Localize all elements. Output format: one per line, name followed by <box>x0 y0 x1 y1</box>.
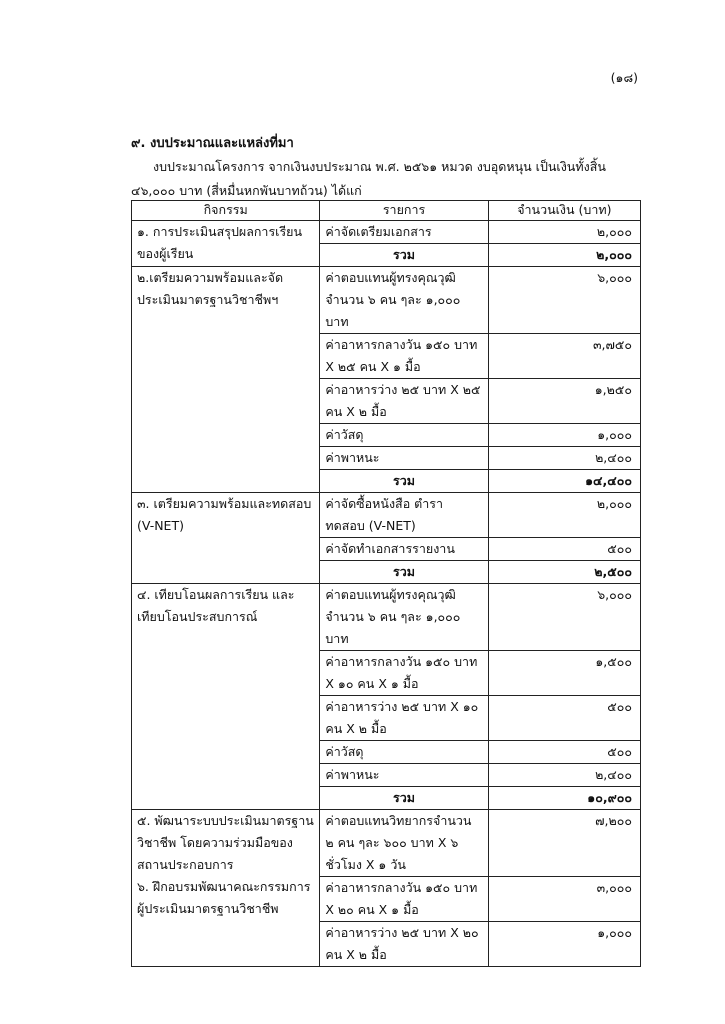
amount-cell: ๖,๐๐๐ <box>488 584 640 651</box>
table-row <box>132 493 641 538</box>
amount-cell: ๕๐๐ <box>488 741 640 764</box>
total-label: รวม <box>320 244 488 267</box>
amount-cell: ๓,๗๕๐ <box>488 334 640 379</box>
table-row <box>132 810 641 877</box>
amount-cell: ๒,๐๐๐ <box>488 221 640 244</box>
activity-cell: ๓. เตรียมความพร้อมและทดสอบ (V-NET) <box>132 493 320 584</box>
header-activity: กิจกรรม <box>132 201 320 221</box>
amount-cell: ๒,๔๐๐ <box>488 764 640 787</box>
amount-cell: ๒,๐๐๐ <box>488 493 640 538</box>
header-amount: จำนวนเงิน (บาท) <box>488 201 640 221</box>
amount-cell: ๑,๕๐๐ <box>488 651 640 696</box>
total-amount: ๑๔,๔๐๐ <box>488 470 640 493</box>
item-cell: ค่าอาหารว่าง ๒๕ บาท X ๒๐ คน X ๒ มื้อ <box>320 922 488 967</box>
item-cell: ค่าตอบแทนวิทยากรจำนวน ๒ คน ๆละ ๖๐๐ บาท X ๖ ชั่วโมง X ๑ วัน <box>320 810 488 877</box>
item-cell: ค่าอาหารกลางวัน ๑๕๐ บาท X ๑๐ คน X ๑ มื้อ <box>320 651 488 696</box>
amount-cell: ๕๐๐ <box>488 696 640 741</box>
item-cell: ค่าวัสดุ <box>320 741 488 764</box>
item-cell: ค่าตอบแทนผู้ทรงคุณวุฒิจำนวน ๖ คน ๆละ ๑,๐๐๐ บาท <box>320 267 488 334</box>
total-amount: ๒,๐๐๐ <box>488 244 640 267</box>
total-amount: ๒,๕๐๐ <box>488 561 640 584</box>
total-amount: ๑๐,๙๐๐ <box>488 787 640 810</box>
item-cell: ค่าอาหารกลางวัน ๑๕๐ บาท X ๒๐ คน X ๑ มื้อ <box>320 877 488 922</box>
table-row <box>132 267 641 334</box>
activity-cell <box>132 810 320 967</box>
table-row <box>132 584 641 651</box>
total-label: รวม <box>320 561 488 584</box>
total-label: รวม <box>320 787 488 810</box>
activity-cell: ๒.เตรียมความพร้อมและจัดประเมินมาตรฐานวิชาชีพฯ <box>132 267 320 493</box>
amount-cell: ๓,๐๐๐ <box>488 877 640 922</box>
amount-cell: ๒,๔๐๐ <box>488 447 640 470</box>
table-header-row <box>132 201 641 221</box>
activity-5-text: ๕. พัฒนาระบบประเมินมาตรฐานวิชาชีพ โดยความร่วมมือของสถานประกอบการ <box>137 813 314 872</box>
amount-cell: ๑,๐๐๐ <box>488 922 640 967</box>
total-label: รวม <box>320 470 488 493</box>
header-item: รายการ <box>320 201 488 221</box>
intro-line-2: ๔๖,๐๐๐ บาท (สี่หมื่นหกพันบาทถ้วน) ได้แก่ <box>131 183 362 198</box>
intro-line-1: งบประมาณโครงการ จากเงินงบประมาณ พ.ศ. ๒๕๖๑ หมวด งบอุดหนุน เป็นเงินทั้งสิ้น <box>153 159 606 174</box>
item-cell: ค่าจัดซื้อหนังสือ ตำรา ทดสอบ (V-NET) <box>320 493 488 538</box>
item-cell: ค่าอาหารว่าง ๒๕ บาท X ๑๐ คน X ๒ มื้อ <box>320 696 488 741</box>
table-row <box>132 221 641 244</box>
amount-cell: ๑,๐๐๐ <box>488 424 640 447</box>
section-heading: ๙. งบประมาณและแหล่งที่มา <box>131 136 294 151</box>
item-cell: ค่าอาหารกลางวัน ๑๕๐ บาท X ๒๕ คน X ๑ มื้อ <box>320 334 488 379</box>
amount-cell: ๕๐๐ <box>488 538 640 561</box>
activity-cell: ๔. เทียบโอนผลการเรียน และเทียบโอนประสบการณ์ <box>132 584 320 810</box>
item-cell: ค่าวัสดุ <box>320 424 488 447</box>
page-number: (๑๘) <box>610 70 638 85</box>
item-cell: ค่าพาหนะ <box>320 447 488 470</box>
activity-6-text: ๖. ฝึกอบรมพัฒนาคณะกรรมการผู้ประเมินมาตรฐานวิชาชีพ <box>137 879 311 916</box>
item-cell: ค่าจัดเตรียมเอกสาร <box>320 221 488 244</box>
amount-cell: ๑,๒๕๐ <box>488 379 640 424</box>
amount-cell: ๖,๐๐๐ <box>488 267 640 334</box>
amount-cell: ๗,๒๐๐ <box>488 810 640 877</box>
item-cell: ค่าอาหารว่าง ๒๕ บาท X ๒๕ คน X ๒ มื้อ <box>320 379 488 424</box>
item-cell: ค่าพาหนะ <box>320 764 488 787</box>
activity-cell: ๑. การประเมินสรุปผลการเรียนของผู้เรียน <box>132 221 320 267</box>
item-cell: ค่าจัดทำเอกสารรายงาน <box>320 538 488 561</box>
budget-table <box>131 200 641 967</box>
item-cell: ค่าตอบแทนผู้ทรงคุณวุฒิจำนวน ๖ คน ๆละ ๑,๐๐๐ บาท <box>320 584 488 651</box>
